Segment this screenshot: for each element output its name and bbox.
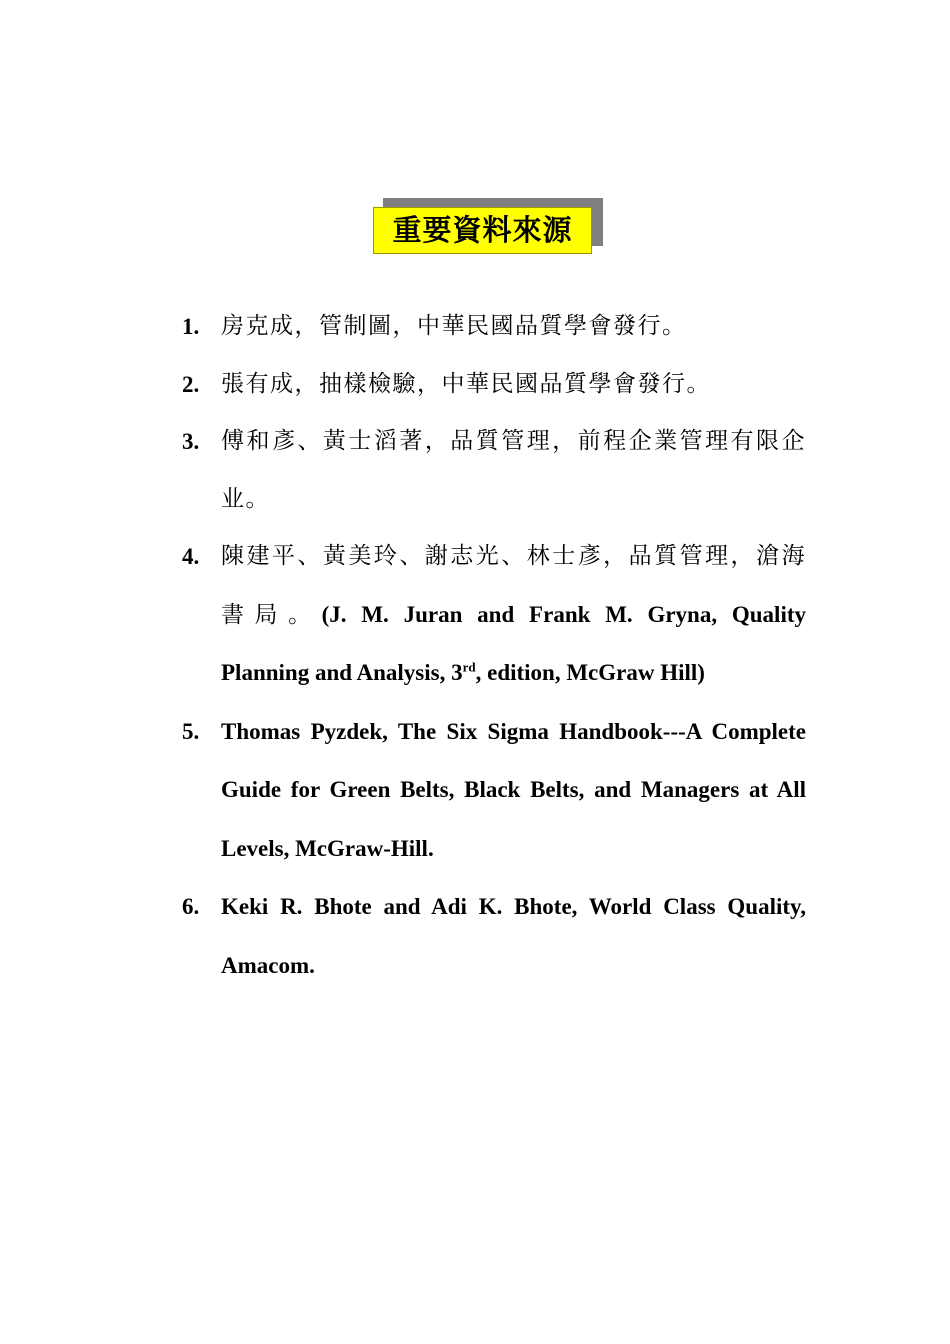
reference-text-chinese: 陳建平、黃美玲、謝志光、林士彥，品質管理，滄海書局。 — [221, 543, 806, 628]
reference-text-english: (J. M. Juran and Frank M. Gryna, Quality Planning and Analysis, 3 — [221, 601, 806, 685]
title-banner — [373, 198, 603, 256]
reference-number: 3. — [182, 429, 200, 454]
reference-item-4 — [182, 528, 806, 703]
reference-text: 傅和彥、黃士滔著，品質管理，前程企業管理有限企业。 — [221, 428, 806, 512]
reference-text: 張有成，抽樣檢驗，中華民國品質學會發行。 — [221, 370, 711, 397]
reference-text: Thomas Pyzdek, The Six Sigma Handbook---A Complete Guide for Green Belts, Black Belts, and Managers at All Levels, McGraw-Hill. — [221, 718, 806, 861]
reference-text: Keki R. Bhote and Adi K. Bhote, World Class Quality, Amacom. — [221, 894, 806, 978]
reference-number: 5. — [182, 718, 200, 744]
reference-list — [182, 298, 806, 995]
reference-item-5 — [182, 703, 806, 879]
reference-number: 2. — [182, 371, 200, 397]
reference-item-6 — [182, 878, 806, 995]
reference-text: 房克成，管制圖，中華民國品質學會發行。 — [221, 313, 687, 339]
reference-number: 1. — [182, 314, 200, 339]
reference-text-english-end: , edition, McGraw Hill) — [475, 660, 705, 685]
ordinal-superscript: rd — [462, 659, 476, 675]
reference-item-1 — [182, 298, 806, 356]
page-title: 重要資料來源 — [373, 207, 592, 254]
reference-number: 4. — [182, 544, 200, 569]
reference-item-2 — [182, 356, 806, 414]
reference-text — [221, 543, 806, 686]
reference-item-3 — [182, 413, 806, 528]
reference-number: 6. — [182, 894, 200, 919]
